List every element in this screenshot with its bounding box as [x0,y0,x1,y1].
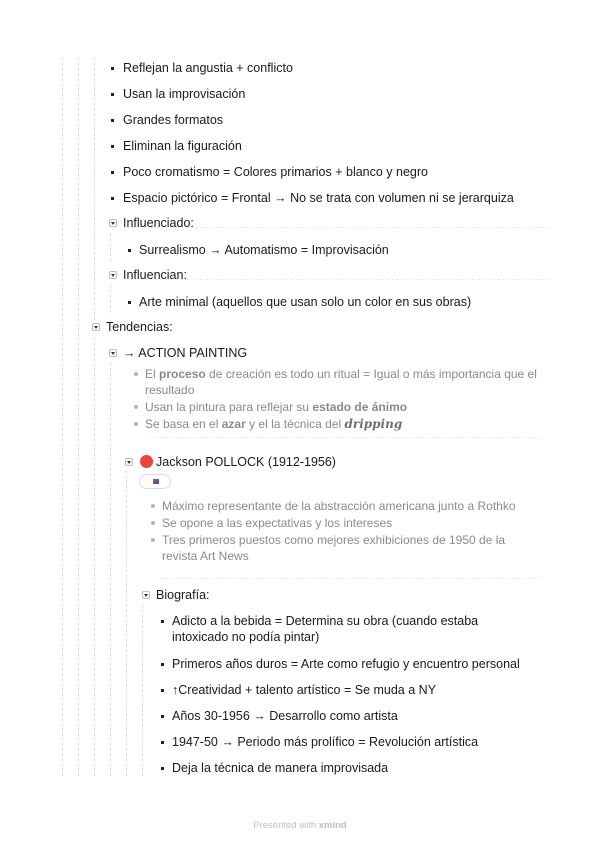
note-dot-icon [134,405,138,409]
guide-line [110,233,111,261]
biografia-label: Biografía: [156,588,210,602]
list-item: 1947-50 → Periodo más prolífico = Revolución artística [172,735,479,749]
bullet-icon [161,620,164,623]
list-item: Espacio pictórico = Frontal → No se trata con volumen ni se jerarquiza [123,191,514,205]
topic-note: resultado [145,383,195,397]
bullet-icon [111,197,114,200]
bullet-icon [111,93,114,96]
list-item: intoxicado no podía pintar) [172,630,320,644]
bullet-icon [111,145,114,148]
red-marker-icon [140,455,153,468]
guide-line [142,605,143,776]
collapse-toggle-icon[interactable] [125,458,133,466]
list-item: ↑Creatividad + talento artístico = Se muda a NY [172,683,437,697]
bullet-icon [161,767,164,770]
influenciado-label: Influenciado: [123,216,194,230]
topic-note: Tres primeros puestos como mejores exhibiciones de 1950 de la [162,532,505,549]
influencian-label: Influencian: [123,268,187,282]
topic-note: Máximo representante de la abstracción americana junto a Rothko [162,498,516,515]
separator [150,437,540,438]
topic-note: Se basa en el azar y el la técnica del dripping [145,416,402,433]
note-dot-icon [134,372,138,376]
topic-note: Usan la pintura para reflejar su estado de ánimo [145,399,407,416]
list-item: Deja la técnica de manera improvisada [172,761,389,775]
bullet-icon [161,689,164,692]
list-item: Reflejan la angustia + conflicto [123,61,293,75]
bullet-icon [128,249,131,252]
xmind-brand: xmind [318,820,347,831]
note-dot-icon [134,422,138,426]
bullet-icon [161,741,164,744]
bullet-icon [111,67,114,70]
collapse-toggle-icon[interactable] [109,271,117,279]
pollock-label: Jackson POLLOCK (1912-1956) [156,455,336,469]
separator [130,279,550,280]
list-item: Grandes formatos [123,113,224,127]
bullet-icon [111,171,114,174]
guide-line [78,58,79,776]
topic-note: Se opone a las expectativas y los intereses [162,515,392,532]
separator [160,578,540,579]
collapse-toggle-icon[interactable] [109,219,117,227]
guide-line [110,363,111,776]
list-item: Años 30-1956 → Desarrollo como artista [172,709,398,723]
topic-note: El proceso de creación es todo un ritual = Igual o más importancia que el [145,366,537,383]
collapse-toggle-icon[interactable] [109,349,117,357]
bullet-icon [128,301,131,304]
bullet-icon [161,715,164,718]
tendencias-label: Tendencias: [106,320,173,334]
collapse-toggle-icon[interactable] [142,591,150,599]
guide-line [94,338,95,776]
collapse-toggle-icon[interactable] [92,323,100,331]
footer-credit: Presented with xmind [253,820,347,831]
list-item: Adicto a la bebida = Determina su obra (cuando estaba [172,614,479,628]
guide-line [94,58,95,320]
list-item: Usan la improvisación [123,87,246,101]
note-dot-icon [151,504,155,508]
guide-line [110,285,111,313]
note-dot-icon [151,538,155,542]
list-item: Primeros años duros = Arte como refugio y encuentro personal [172,657,520,671]
topic-note: revista Art News [162,549,249,563]
guide-line [62,58,63,776]
flag-sticker-icon[interactable] [139,474,171,489]
list-item: Poco cromatismo = Colores primarios + blanco y negro [123,165,428,179]
bullet-icon [161,663,164,666]
note-dot-icon [151,521,155,525]
list-item: Arte minimal (aquellos que usan solo un color en sus obras) [139,295,472,309]
guide-line [126,470,127,776]
action-painting-label: → ACTION PAINTING [123,346,248,360]
bullet-icon [111,119,114,122]
list-item: Eliminan la figuración [123,139,242,153]
list-item: Surrealismo → Automatismo = Improvisación [139,243,389,257]
